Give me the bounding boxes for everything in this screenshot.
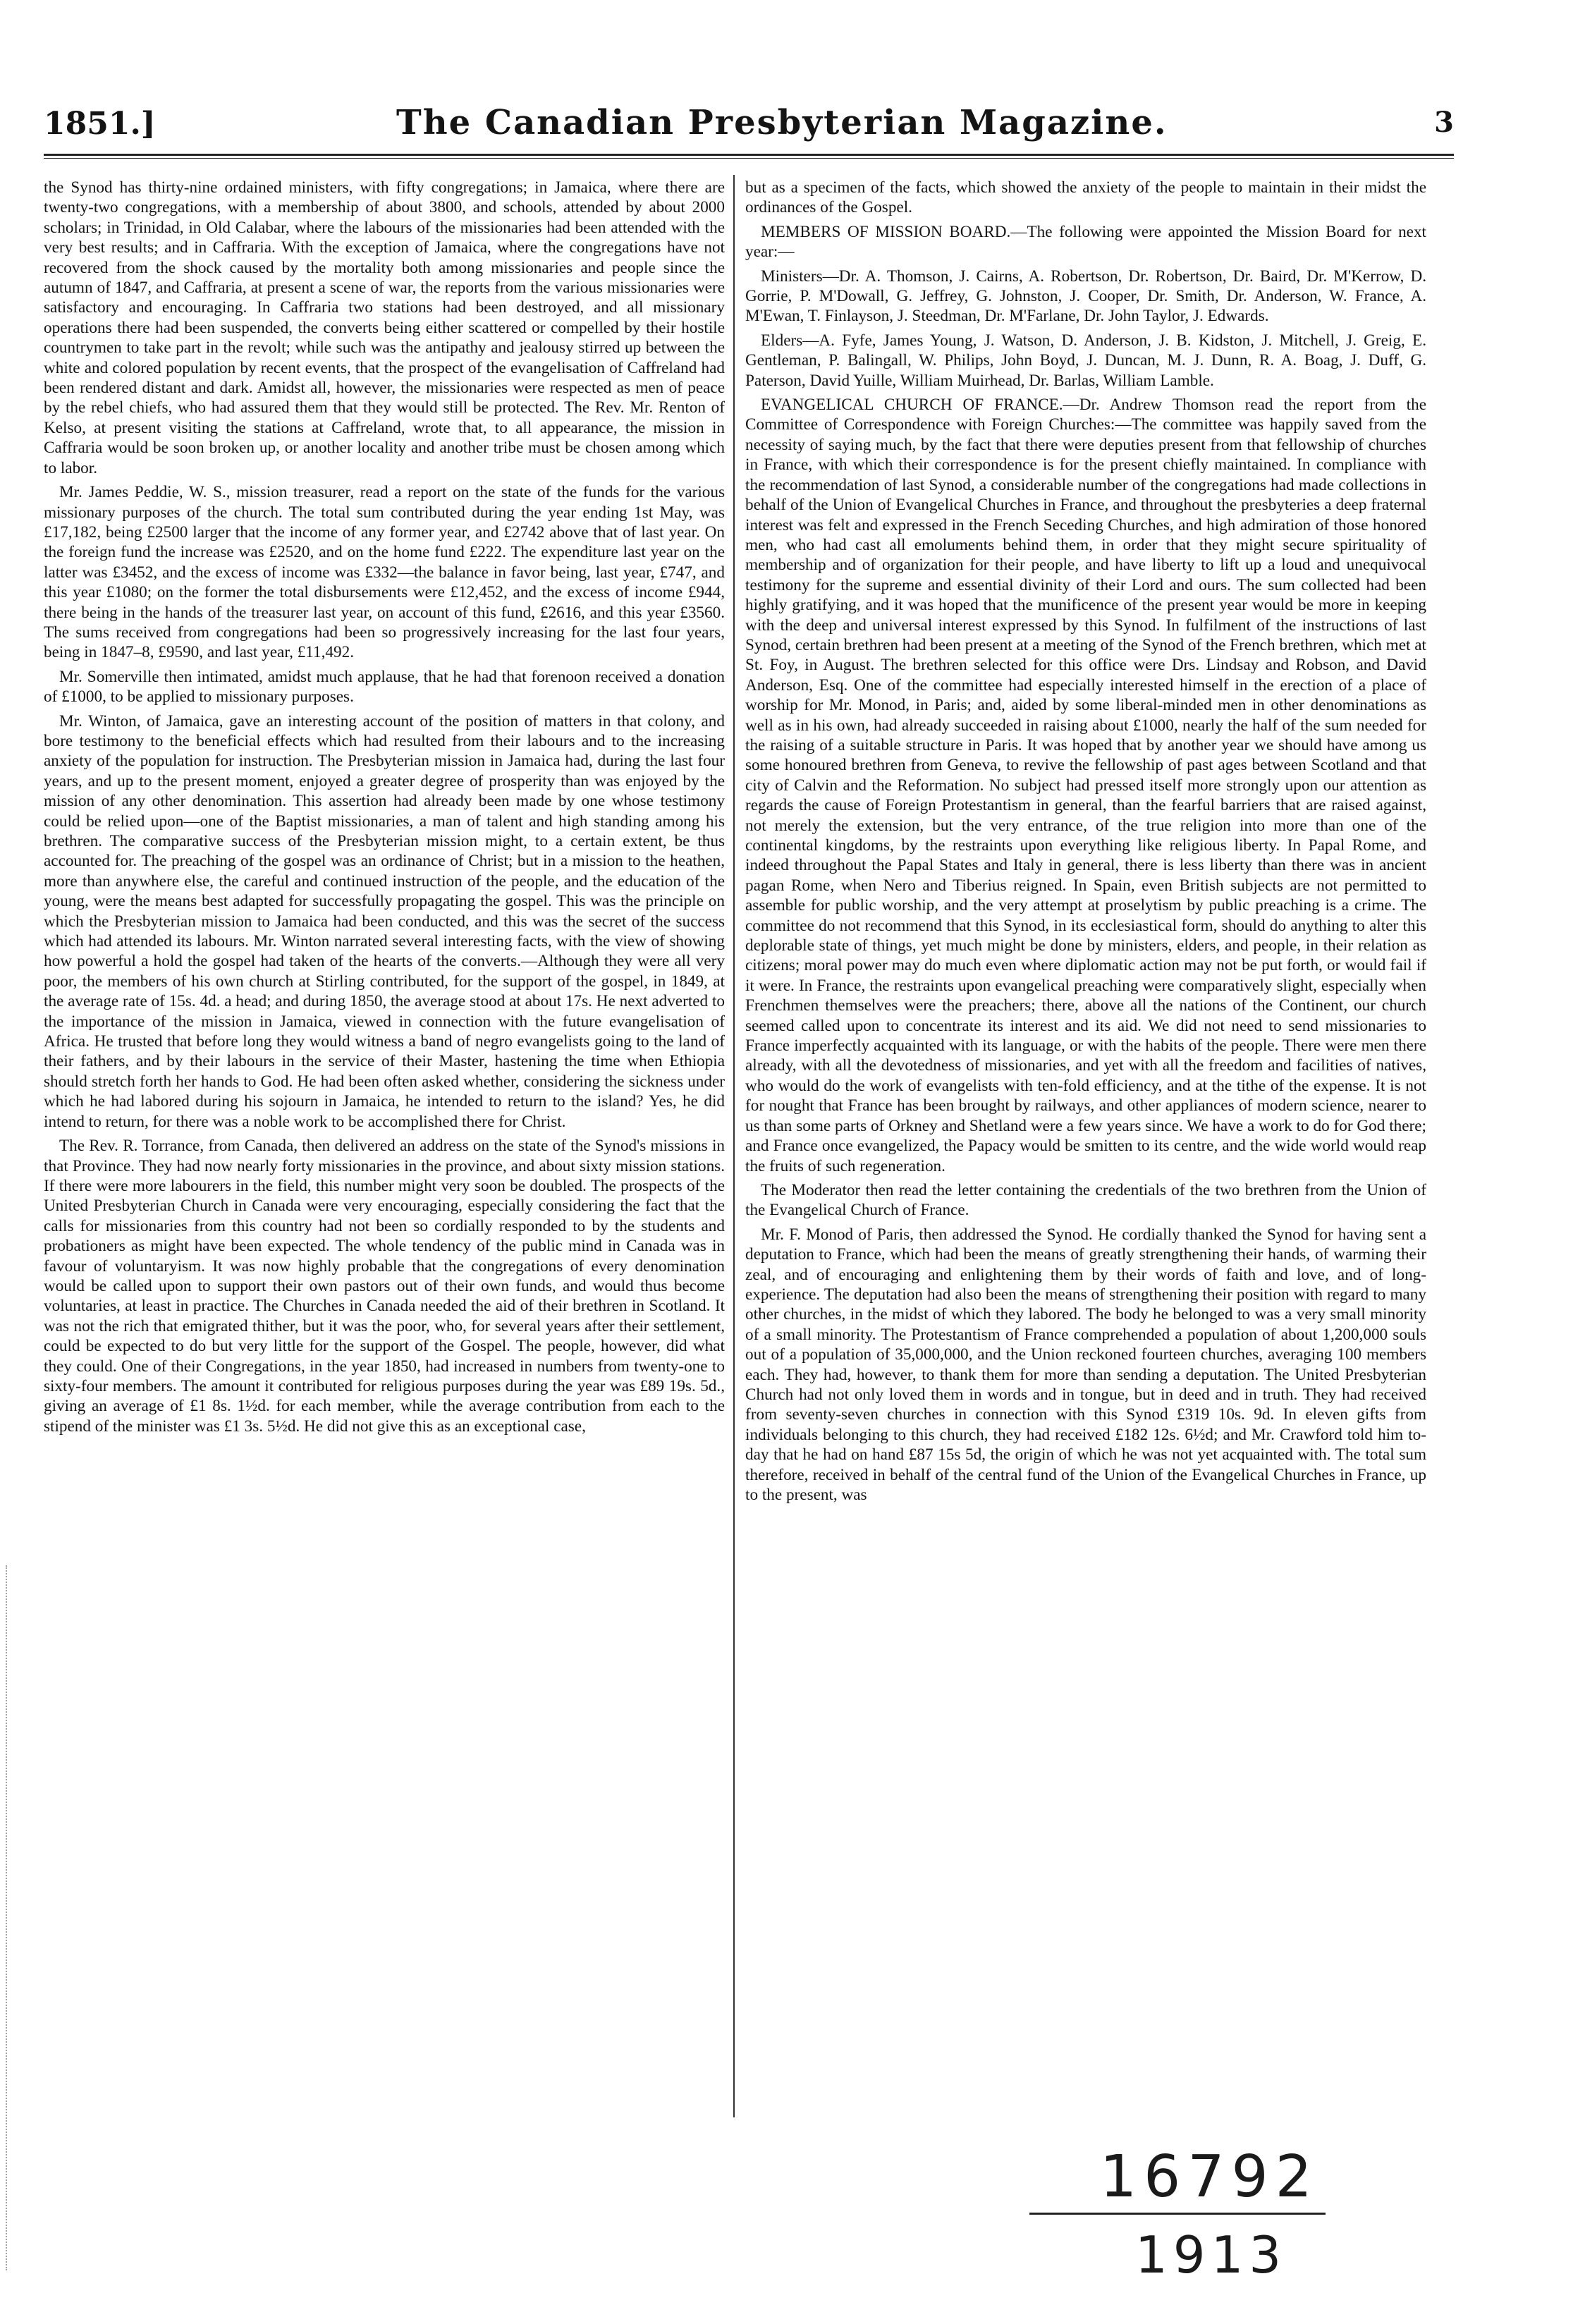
paragraph: but as a specimen of the facts, which showed the anxiety of the people to maintain in their midst the ordinances of the Gospel.: [745, 178, 1426, 217]
handwritten-accession-number: 16792: [1100, 2143, 1319, 2210]
paragraph: Mr. James Peddie, W. S., mission treasurer, read a report on the state of the funds for the various missionary purposes of the church. The total sum contributed during the year ending 1st May, was £17,182, being £2500 larger that the income of any former year, and £2742 above that of last year. On the foreign fund the increase was £2520, and on the home fund £222. The expenditure last year on the latter was £3452, and the excess of income was £332—the balance in favor being, last year, £747, and this year £1080; on the former the total disbursements were £12,452, and the excess of income £944, there being in the hands of the treasurer last year, on account of this fund, £2616, and this year £3560. The sums received from congregations had been so progressively increasing for the last four years, being in 1847–8, £9590, and last year, £11,492.: [44, 483, 725, 662]
paragraph: Elders—A. Fyfe, James Young, J. Watson, D. Anderson, J. B. Kidston, J. Mitchell, J. Greig, E. Gentleman, P. Balingall, W. Philips, John Boyd, J. Duncan, M. J. Dunn, R. A. Boag, J. Duff, G. Paterson, David Yuille, William Muirhead, Dr. Barlas, William Lamble.: [745, 331, 1426, 390]
header-title: The Canadian Presbyterian Magazine.: [396, 103, 1168, 142]
left-column: [44, 178, 725, 1441]
paragraph: Mr. Winton, of Jamaica, gave an interesting account of the position of matters in that colony, and bore testimony to the beneficial effects which had resulted from their labours and to the increasing anxiety of the population for instruction. The Presbyterian mission in Jamaica had, during the last four years, and up to the present moment, enjoyed a greater degree of prosperity than was enjoyed by the mission of any other denomination. This assertion had already been made by one whose testimony could be relied upon—one of the Baptist missionaries, a man of talent and high standing among his brethren. The comparative success of the Presbyterian mission might, to a certain extent, be thus accounted for. The preaching of the gospel was an ordinance of Christ; but in a mission to the heathen, more than anywhere else, the careful and continued instruction of the people, and the education of the young, were the means best adapted for successfully propagating the gospel. This was the principle on which the Presbyterian mission to Jamaica had been conducted, and this was the secret of the success which had attended its labours. Mr. Winton narrated several interesting facts, with the view of showing how powerful a hold the gospel had taken of the hearts of the converts.—Although they were all very poor, the members of his own church at Stirling contributed, for the support of the gospel, in 1849, at the average rate of 15s. 4d. a head; and during 1850, the average stood at about 17s. He next adverted to the importance of the mission in Jamaica, viewed in connection with the future evangelisation of Africa. He trusted that before long they would witness a band of negro evangelists going to the land of their fathers, and by their labours in the service of their Master, hastening the time when Ethiopia should stretch forth her hands to God. He had been often asked whether, considering the sickness under which he had labored during his sojourn in Jamaica, he intended to return to the island? Yes, he did intend to return, for there was a noble work to be accomplished there for Christ.: [44, 711, 725, 1131]
handwritten-year-note: 1913: [1135, 2225, 1287, 2285]
paragraph: MEMBERS OF MISSION BOARD.—The following were appointed the Mission Board for next year:—: [745, 222, 1426, 262]
paragraph: Mr. Somerville then intimated, amidst much applause, that he had that forenoon received a donation of £1000, to be applied to missionary purposes.: [44, 667, 725, 707]
scan-edge-marks: [6, 1565, 17, 2270]
paragraph: EVANGELICAL CHURCH OF FRANCE.—Dr. Andrew Thomson read the report from the Committee of Correspondence with Foreign Churches:—The committee was happily saved from the necessity of saying much, by the fact that there were deputies present from that fellowship of churches in France, with which their correspondence is for the present chiefly maintained. In compliance with the recommendation of last Synod, a considerable number of the congregations had made collections in behalf of the Union of Evangelical Churches in France, and throughout the presbyteries a deep fraternal interest was felt and expressed in the French Seceding Churches, and high admiration of those honored men, who had cast all emoluments behind them, in order that they might secure spirituality of membership and of organization for their people, and have liberty to lift up a loud and unequivocal testimony for the supreme and essential divinity of their Lord and ours. The sum collected had been highly gratifying, and it was hoped that the munificence of the present year would be more in keeping with the deep and universal interest expressed by this Synod. In fulfilment of the instructions of last Synod, certain brethren had been present at a meeting of the Synod of the French brethren, which met at St. Foy, in August. The brethren selected for this office were Drs. Lindsay and Robson, and David Anderson, Esq. One of the committee had especially interested himself in the erection of a place of worship for Mr. Monod, in Paris; and, aided by some liberal-minded men in other denominations as well as in his own, had already succeeded in raising about £1000, nearly the half of the sum needed for the raising of a suitable structure in Paris. It was hoped that by another year we should have among us some honoured brethren from Geneva, to revive the fellowship of past ages between Scotland and that city of Calvin and the Reformation. No subject had pressed itself more strongly upon our attention as regards the cause of Foreign Protestantism in general, than the fearful barriers that are raised against, not merely the extension, but the very entrance, of the true religion into more than one of the continental kingdoms, by the restraints upon everything like religious liberty. In Papal Rome, and indeed throughout the Papal States and Italy in general, there is less liberty than there was in ancient pagan Rome, when Nero and Tiberius reigned. In Spain, even British subjects are not permitted to assemble for public worship, and the very attempt at proselytism by public preaching is a crime. The committee do not recommend that this Synod, in its ecclesiastical form, should do anything to alter this deplorable state of things, yet much might be done by ministers, elders, and people, in their relation as citizens; moral power may do much even where diplomatic action may not be put forth, or would fail if it were. In France, the restraints upon evangelical preaching were comparatively slight, especially when Frenchmen themselves were the preachers; there, above all the nations of the Continent, our church seemed called upon to concentrate its interest and its aid. We did not need to send missionaries to France imperfectly acquainted with its language, or with the habits of the people. There were men there already, with all the devotedness of missionaries, and yet with all the freedom and facilities of natives, who would do the work of evangelists with ten-fold efficiency, and at the tithe of the expense. It is not for nought that France has been brought by railways, and other appliances of modern science, nearer to us than some parts of Orkney and Shetland were a few years since. We have a work to do for God there; and France once evangelized, the Papacy would be smitten to its centre, and the wide world would reap the fruits of such regeneration.: [745, 396, 1426, 1175]
header-page-number: 3: [1434, 106, 1454, 139]
column-divider: [733, 175, 735, 2117]
handwritten-underline: [1029, 2213, 1326, 2215]
paragraph: The Moderator then read the letter containing the credentials of the two brethren from the Union of the Evangelical Church of France.: [745, 1180, 1426, 1220]
header-year: 1851.]: [44, 106, 156, 142]
page-header: [44, 103, 1454, 148]
paragraph: Ministers—Dr. A. Thomson, J. Cairns, A. Robertson, Dr. Robertson, Dr. Baird, Dr. M'Kerrow, D. Gorrie, P. M'Dowall, G. Jeffrey, G. Johnston, J. Cooper, Dr. Smith, Dr. Anderson, W. France, A. M'Ewan, T. Finlayson, J. Steedman, Dr. M'Farlane, Dr. John Taylor, J. Edwards.: [745, 267, 1426, 326]
right-column: [745, 178, 1426, 1509]
paragraph: the Synod has thirty-nine ordained ministers, with fifty congregations; in Jamaica, where there are twenty-two congregations, with a membership of about 3800, and schools, attended by about 2000 scholars; in Trinidad, in Old Calabar, where the labours of the missionaries had been attended with the very best results; and in Caffraria. With the exception of Jamaica, where the congregations have not recovered from the shock caused by the mortality both among missionaries and people since the autumn of 1847, and Caffraria, at present a scene of war, the reports from the various missionaries were satisfactory and encouraging. In Caffraria two stations had been destroyed, and all missionary operations there had been suspended, the converts being either scattered or compelled by their hostile countrymen to take part in the revolt; while such was the antipathy and jealousy stirred up between the white and colored population by recent events, that the prospect of the evangelisation of Caffreland had been rendered distant and dark. Amidst all, however, the missionaries were respected as men of peace by the rebel chiefs, who had assured them that they would still be protected. The Rev. Mr. Renton of Kelso, at present visiting the stations at Caffreland, wrote that, to all appearance, the mission in Caffraria would be soon broken up, or another locality and another tribe must be chosen among which to labor.: [44, 178, 725, 477]
paragraph: The Rev. R. Torrance, from Canada, then delivered an address on the state of the Synod's missions in that Province. They had now nearly forty missionaries in the province, and about sixty mission stations. If there were more labourers in the field, this number might very soon be doubled. The prospects of the United Presbyterian Church in Canada were very encouraging, especially considering the fact that the calls for missionaries from this country had not been so cordially responded to by the students and probationers as might have been expected. The whole tendency of the public mind in Canada was in favour of voluntaryism. It was now highly probable that the congregations of every denomination would be called upon to support their own pastors out of their own funds, and would thus become voluntaries, at least in practice. The Churches in Canada needed the aid of their brethren in Scotland. It was not the rich that emigrated thither, but it was the poor, who, for several years after their settlement, could be expected to do but very little for the support of the Gospel. The people, however, did what they could. One of their Congregations, in the year 1850, had increased in numbers from twenty-one to sixty-four members. The amount it contributed for religious purposes during the year was £89 19s. 5d., giving an average of £1 8s. 1½d. for each member, while the average contribution from each to the stipend of the minister was £1 3s. 5½d. He did not give this as an exceptional case,: [44, 1137, 725, 1436]
paragraph: Mr. F. Monod of Paris, then addressed the Synod. He cordially thanked the Synod for having sent a deputation to France, which had been the means of greatly strengthening their hands, of warming their zeal, and of encouraging and enlightening them by their words of faith and love, and of long-experience. The deputation had also been the means of strengthening their position with regard to many other churches, in the midst of which they labored. The body he belonged to was a very small minority of a small minority. The Protestantism of France comprehended a population of about 1,200,000 souls out of a population of 35,000,000, and the Union reckoned fourteen churches, averaging 100 members each. They had, however, to thank them for more than sending a deputation. The United Presbyterian Church had not only loved them in words and in tongue, but in deed and in truth. They had received from seventy-seven churches in connection with this Synod £319 10s. 9d. In eleven gifts from individuals belonging to this church, they had received £182 12s. 6½d; and Mr. Crawford told him to-day that he had on hand £87 15s 5d, the origin of which he was not yet acquainted with. The total sum therefore, received in behalf of the central fund of the Union of the Evangelical Churches in France, up to the present, was: [745, 1225, 1426, 1504]
header-rule: [44, 154, 1454, 156]
header-rule-thin: [44, 158, 1454, 159]
